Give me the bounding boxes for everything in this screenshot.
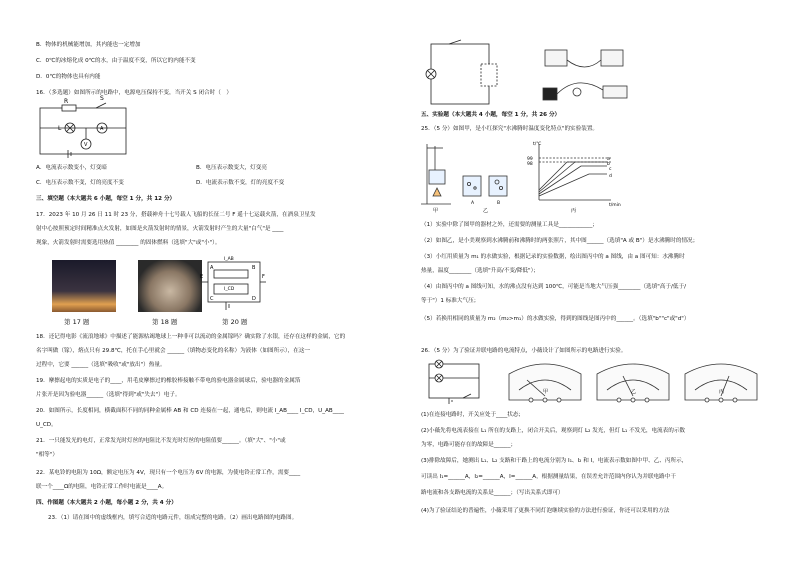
q26-part2-line1: (2)小薇先将电流表接在 L₁ 所在的支路上，闭合开关后，观察到灯 L₂ 发光，但灯 L₁ 不发光，电流表的示数 — [421, 428, 686, 434]
label-c-20: C — [210, 296, 214, 302]
q26-part2-line2: 为零，电路可能存在的故障是______； — [421, 442, 517, 448]
q16-option-b: B．电压表示数变大，灯变亮 — [196, 165, 267, 171]
q19-line2: 片张开是因为验电器______（选填"得到"或"失去"）电子。 — [36, 392, 181, 398]
ammeter-jia — [505, 360, 585, 404]
option-d: D．0℃的物体也具有内能 — [36, 74, 101, 80]
figure-18-caption: 第 18 题 — [152, 318, 178, 326]
label-v: V — [84, 142, 88, 148]
section-3-heading: 三、填空题（本大题共 6 小题，每空 1 分，共 12 分） — [36, 196, 176, 202]
q18-line2: 名字叫做（镓），熔点只有 29.8℃，托在手心里就会 ______（填物态变化的名称）为液体（如图所示），在这一 — [36, 348, 311, 354]
q25-part5: （5）若换用相同的质量为 m₂（m₂>m₁）的水做实验，得到的图线是图丙中的______。（选填"b""c"或"d"） — [421, 316, 690, 322]
q16-option-c: C．电压表示数不变，灯的亮度不变 — [36, 180, 124, 186]
gallium-hand-photo — [138, 260, 202, 312]
figure-20-caption: 第 20 题 — [222, 318, 248, 326]
label-a-20: A — [210, 265, 214, 271]
ammeter-bing — [681, 360, 761, 404]
q25-part3-line1: （3）小红用质量为 m₁ 的水做实验，根据记录的实验数据，绘出图丙中的 a 图线，由 a 图可知：水沸腾时 — [421, 254, 685, 260]
caption-yi-26: 乙 — [631, 389, 637, 395]
section-5-heading: 五、实验题（本大题共 4 小题，每空 1 分，共 26 分） — [421, 112, 561, 118]
q25-part4-line1: （4）由图丙中的 a 图线可知，水的沸点没有达到 100℃，可能是当地大气压强________（选填"高于/低于/ — [421, 284, 686, 290]
q26-part1: (1)在连接电路时，开关应处于____状态； — [421, 412, 525, 418]
label-l: L — [58, 125, 62, 132]
q25-part2: （2）如图乙，是小美观察到水沸腾前和沸腾时的两张照片，其中图______（选填"A 或 B"）是水沸腾时的情况； — [421, 238, 699, 244]
rocket-launch-photo — [52, 260, 116, 312]
label-e-20: E — [200, 274, 204, 280]
axis-t: t/℃ — [533, 142, 542, 147]
tick-98: 98 — [527, 162, 533, 167]
label-icd-20: I_CD — [224, 287, 235, 292]
q17-line2: 射中心按照预定时间精准点火发射，如图是火箭发射时的情景，火箭发射时产生的大量"白气"是 ____ — [36, 226, 284, 232]
question-26: 26．（5 分）为了验证并联电路的电流特点，小薇设计了如图所示的电路进行实验。 — [421, 348, 627, 354]
q21-line1: 21．一只能发光的电灯，正常发光时灯丝的电阻比不发光时灯丝的电阻值要______。（填"大"、"小"或 — [36, 438, 286, 444]
axis-tmin: t/min — [609, 203, 621, 208]
q18-line3: 过程中，它要 ______（选填"吸收"或"放出"）热量。 — [36, 362, 166, 368]
circuit-diagram-26 — [425, 360, 485, 404]
caption-bing-25: 丙 — [571, 208, 577, 214]
q26-part3-line2: 可读出 I₁=______A，I₂=______A，I=______A，根据测量结果，在误差允许范围内你认为并联电路中干 — [421, 474, 676, 480]
question-16: 16．（多选题）如图所示的电路中，电源电压保持不变，当开关 S 闭合时（ ） — [36, 90, 233, 96]
line-b: b — [607, 162, 610, 167]
caption-jia-25: 甲 — [433, 208, 439, 214]
circuit-diagram-23 — [427, 40, 497, 110]
ammeter-yi — [593, 360, 673, 404]
label-d-20: D — [252, 296, 256, 302]
q19-line1: 19．摩擦起电的实质是电子的____，用毛皮摩擦过的橡胶棒接触不带电的验电器金属球后，验电器的金属箔 — [36, 378, 301, 384]
q20-line1: 20．如图所示，长度相同，横截面积不同的同种金属棒 AB 和 CD 连接在一起，通电后，则电流 I_AB____ I_CD，U_AB____ — [36, 408, 344, 414]
q25-part4-line2: 等于"）1 标准大气压； — [421, 298, 480, 304]
caption-yi-25: 乙 — [483, 208, 489, 214]
figure-25 — [421, 140, 661, 214]
circuit-diagram-16 — [40, 95, 140, 158]
circuit-diagram-20 — [200, 256, 270, 316]
label-iab-20: I_AB — [224, 257, 234, 262]
option-b: B．物体的机械能增加，其内能也一定增加 — [36, 42, 141, 48]
caption-bing-26: 丙 — [719, 389, 725, 395]
label-s: S — [100, 95, 104, 102]
tick-99: 99 — [527, 157, 533, 162]
figure-17-caption: 第 17 题 — [64, 318, 90, 326]
q26-part4: (4)为了验证结论的普遍性，小薇采用了更换不同灯泡继续实验的方法进行验证，你还可以采用的方法 — [421, 508, 670, 514]
question-23: 23．（1）请在图中的虚线框内，填写合适的电路元件，组成完整的电路。（2）画出电路图的电路图。 — [48, 515, 298, 521]
question-25: 25．（5 分）如图甲，是小红探究"水沸腾时温度变化特点"的实验装置。 — [421, 126, 599, 132]
q25-part1: （1）实验中除了图甲的器材之外，还需要的测量工具是____________； — [421, 222, 598, 228]
beaker-a: A — [471, 201, 475, 206]
caption-jia-26: 甲 — [543, 389, 549, 395]
q26-part3-line1: (3)排除故障后，她测出 L₁、L₂ 支路和干路上的电流分别为 I₁、I₂ 和 I，电流表示数如图中甲、乙、丙所示， — [421, 458, 688, 464]
section-4-heading: 四、作图题（本大题共 2 小题，每小题 2 分，共 4 分） — [36, 500, 177, 506]
label-b-20: B — [252, 265, 256, 271]
label-f-20: F — [262, 274, 265, 280]
option-c: C．0℃的冰熔化成 0℃的水，由于温度不变，所以它的内能不变 — [36, 58, 196, 64]
line-d: d — [609, 174, 612, 179]
label-r: R — [64, 98, 69, 105]
q25-part3-line2: 热量，温度________（选填"升高/不变/降低"）； — [421, 268, 539, 274]
q18-line1: 18．还记得电影《流浪地球》中描述了能源枯竭地球上一种非可以流动的金属镓吗？确实除了水银，还存在这样的金属，它的 — [36, 334, 346, 340]
line-a: a — [607, 157, 610, 162]
q20-line2: U_CD。 — [36, 422, 57, 428]
q22-line2: 联一个____Ω的电阻，电铃正常工作时电流是____A。 — [36, 484, 168, 490]
label-a: A — [100, 126, 104, 132]
q16-option-a: A．电流表示数变小，灯变暗 — [36, 165, 107, 171]
q17-line3: 现象，火箭发射时需要选用热值 ________ 的固体燃料（选填"大"或"小"）。 — [36, 240, 221, 246]
right-column — [397, 0, 794, 562]
q22-line1: 22．某电铃的电阻为 10Ω，额定电压为 4V，现只有一个电压为 6V 的电源，为使电铃正常工作，需要____ — [36, 470, 301, 476]
q21-line2: "相等"） — [36, 452, 58, 458]
q16-option-d: D．电流表示数不变，灯的亮度不变 — [196, 180, 285, 186]
q17-line1: 17．2023 年 10 月 26 日 11 时 23 分，搭载神舟十七号载人飞船的长征二号 F 遥十七运载火箭，在酒泉卫星发 — [36, 212, 316, 218]
beaker-b: B — [497, 201, 501, 206]
physical-circuit-sketch — [537, 44, 637, 108]
line-c: c — [609, 167, 612, 172]
q26-part3-line3: 路电流和各支路电流的关系是______；（写出关系式即可） — [421, 490, 564, 496]
